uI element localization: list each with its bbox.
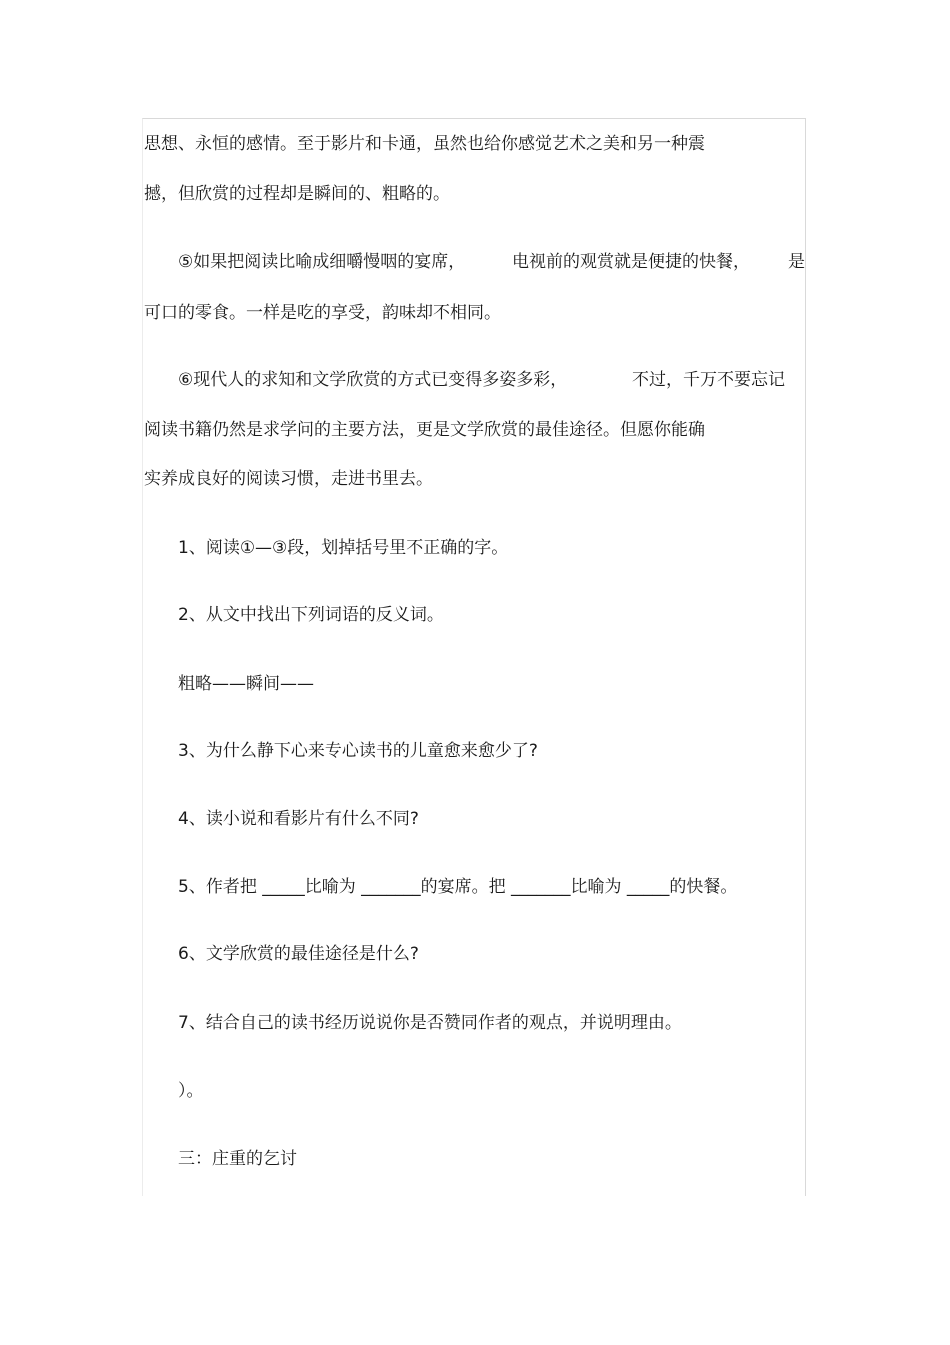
paragraph-4-line-1: 思想、永恒的感情。至于影片和卡通，虽然也给你感觉艺术之美和另一种震 <box>144 134 705 154</box>
question-1: 1、阅读①—③段，划掉括号里不正确的字。 <box>178 538 509 558</box>
question-3: 3、为什么静下心来专心读书的儿童愈来愈少了? <box>178 741 538 761</box>
question-2: 2、从文中找出下列词语的反义词。 <box>178 605 444 625</box>
paragraph-6-line-1-part-b: 不过，千万不要忘记 <box>632 370 785 390</box>
page-frame <box>142 118 806 1196</box>
paragraph-6-line-3: 实养成良好的阅读习惯，走进书里去。 <box>144 469 433 489</box>
paragraph-5-line-2: 可口的零食。一样是吃的享受，韵味却不相同。 <box>144 303 501 323</box>
question-4: 4、读小说和看影片有什么不同? <box>178 809 419 829</box>
question-7: 7、结合自己的读书经历说说你是否赞同作者的观点，并说明理由。 <box>178 1013 682 1033</box>
question-5: 5、作者把 _____比喻为 _______的宴席。把 _______比喻为 _____的快餐。 <box>178 877 738 897</box>
paragraph-5-line-1-part-c: 是 <box>788 252 805 272</box>
paragraph-6-line-1-part-a: ⑥现代人的求知和文学欣赏的方式已变得多姿多彩， <box>178 370 568 390</box>
question-7-tail: ）。 <box>178 1081 204 1101</box>
paragraph-4-line-2: 撼，但欣赏的过程却是瞬间的、粗略的。 <box>144 184 450 204</box>
section-3-title: 三：庄重的乞讨 <box>178 1149 297 1169</box>
paragraph-5-line-1-part-a: ⑤如果把阅读比喻成细嚼慢咽的宴席， <box>178 252 466 272</box>
paragraph-6-line-2: 阅读书籍仍然是求学问的主要方法，更是文学欣赏的最佳途径。但愿你能确 <box>144 420 705 440</box>
paragraph-5-line-1-part-b: 电视前的观赏就是便捷的快餐， <box>512 252 750 272</box>
question-6: 6、文学欣赏的最佳途径是什么? <box>178 944 419 964</box>
question-2-items: 粗略——瞬间—— <box>178 674 314 694</box>
